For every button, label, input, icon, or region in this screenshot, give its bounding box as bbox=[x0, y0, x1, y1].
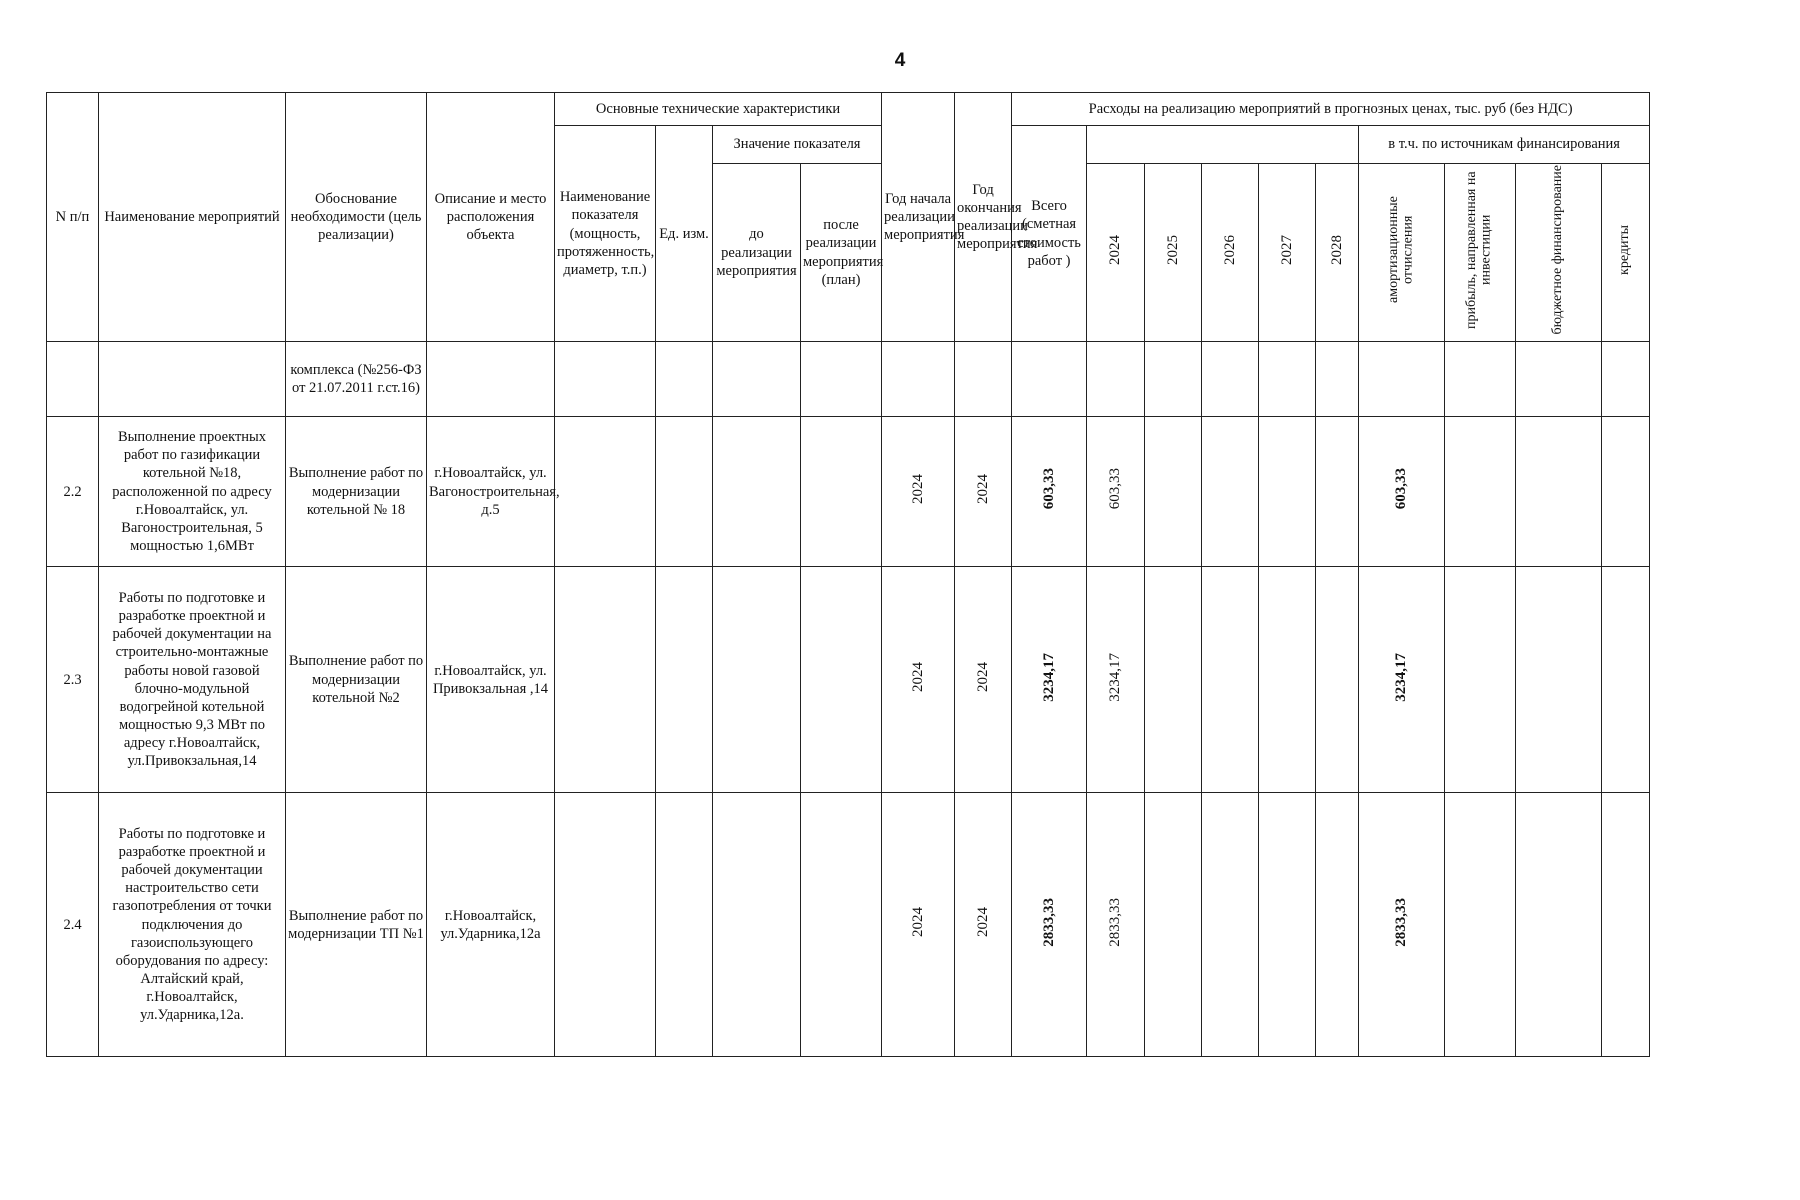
header-source-credit: кредиты bbox=[1602, 164, 1650, 342]
table-row bbox=[47, 793, 1650, 1057]
row-name bbox=[99, 342, 286, 417]
page-number: 4 bbox=[894, 50, 906, 71]
row-year-end: 2024 bbox=[955, 567, 1012, 793]
row-justification: Выполнение работ по модернизации котельной № 18 bbox=[286, 417, 427, 567]
header-unit: Ед. изм. bbox=[656, 126, 713, 342]
header-year-2024: 2024 bbox=[1087, 164, 1145, 342]
investment-table bbox=[46, 92, 1650, 1057]
row-y2024: 603,33 bbox=[1087, 417, 1145, 567]
header-justification: Обоснование необходимости (цель реализации) bbox=[286, 93, 427, 342]
row-num: 2.2 bbox=[47, 417, 99, 567]
header-source-amort: амортизационные отчисления bbox=[1359, 164, 1445, 342]
row-name: Работы по подготовке и разработке проектной и рабочей документации настроительство сети газопотребления от точки подключения до газоиспользующего оборудования по адресу: Алтайский край, г.Новоалтайск, ул.Ударника,12а. bbox=[99, 793, 286, 1057]
header-source-profit: прибыль, направленная на инвестиции bbox=[1445, 164, 1516, 342]
row-year-start bbox=[882, 342, 955, 417]
row-year-start: 2024 bbox=[882, 567, 955, 793]
row-amort: 2833,33 bbox=[1359, 793, 1445, 1057]
row-total bbox=[1012, 342, 1087, 417]
row-justification: комплекса (№256-ФЗ от 21.07.2011 г.ст.16) bbox=[286, 342, 427, 417]
row-name: Работы по подготовке и разработке проектной и рабочей документации на строительно-монтажные работы новой газовой блочно-модульной водогрейной котельной мощностью 9,3 МВт по адресу г.Новоалтайск, ул.Привокзальная,14 bbox=[99, 567, 286, 793]
row-location: г.Новоалтайск, ул.Ударника,12а bbox=[427, 793, 555, 1057]
table-row bbox=[47, 342, 1650, 417]
row-year-end: 2024 bbox=[955, 793, 1012, 1057]
row-total: 3234,17 bbox=[1012, 567, 1087, 793]
header-after: после реализации мероприятия (план) bbox=[801, 164, 882, 342]
header-tech-group: Основные технические характеристики bbox=[555, 93, 882, 126]
header-year-end: Год окончания реализации мероприятия bbox=[955, 93, 1012, 342]
row-year-start: 2024 bbox=[882, 793, 955, 1057]
header-year-start: Год начала реализации мероприятия bbox=[882, 93, 955, 342]
row-year-start: 2024 bbox=[882, 417, 955, 567]
row-name: Выполнение проектных работ по газификации котельной №18, расположенной по адресу г.Новоалтайск, ул. Вагоностроительная, 5 мощностью 1,6МВт bbox=[99, 417, 286, 567]
row-total: 2833,33 bbox=[1012, 793, 1087, 1057]
header-year-2026: 2026 bbox=[1202, 164, 1259, 342]
header-source-budget: бюджетное финансирование bbox=[1516, 164, 1602, 342]
row-location: г.Новоалтайск, ул. Вагоностроительная, д.5 bbox=[427, 417, 555, 567]
row-y2024: 3234,17 bbox=[1087, 567, 1145, 793]
header-total: Всего (сметная стоимость работ ) bbox=[1012, 126, 1087, 342]
row-year-end bbox=[955, 342, 1012, 417]
header-expenses-group: Расходы на реализацию мероприятий в прогнозных ценах, тыс. руб (без НДС) bbox=[1012, 93, 1650, 126]
row-num: 2.4 bbox=[47, 793, 99, 1057]
row-y2024 bbox=[1087, 342, 1145, 417]
header-year-2028: 2028 bbox=[1316, 164, 1359, 342]
header-years-blank bbox=[1087, 126, 1359, 164]
row-amort: 3234,17 bbox=[1359, 567, 1445, 793]
table-row bbox=[47, 567, 1650, 793]
row-amort bbox=[1359, 342, 1445, 417]
header-name: Наименование мероприятий bbox=[99, 93, 286, 342]
header-sources-group: в т.ч. по источникам финансирования bbox=[1359, 126, 1650, 164]
row-location: г.Новоалтайск, ул. Привокзальная ,14 bbox=[427, 567, 555, 793]
row-total: 603,33 bbox=[1012, 417, 1087, 567]
row-num bbox=[47, 342, 99, 417]
header-year-2025: 2025 bbox=[1145, 164, 1202, 342]
header-location: Описание и место расположения объекта bbox=[427, 93, 555, 342]
header-indicator-name: Наименование показателя (мощность, протяженность, диаметр, т.п.) bbox=[555, 126, 656, 342]
row-justification: Выполнение работ по модернизации ТП №1 bbox=[286, 793, 427, 1057]
row-justification: Выполнение работ по модернизации котельной №2 bbox=[286, 567, 427, 793]
header-before: до реализации мероприятия bbox=[713, 164, 801, 342]
row-year-end: 2024 bbox=[955, 417, 1012, 567]
row-y2024: 2833,33 bbox=[1087, 793, 1145, 1057]
header-indicator-value: Значение показателя bbox=[713, 126, 882, 164]
header-year-2027: 2027 bbox=[1259, 164, 1316, 342]
row-num: 2.3 bbox=[47, 567, 99, 793]
row-location bbox=[427, 342, 555, 417]
row-amort: 603,33 bbox=[1359, 417, 1445, 567]
header-num: N п/п bbox=[47, 93, 99, 342]
table-row bbox=[47, 417, 1650, 567]
